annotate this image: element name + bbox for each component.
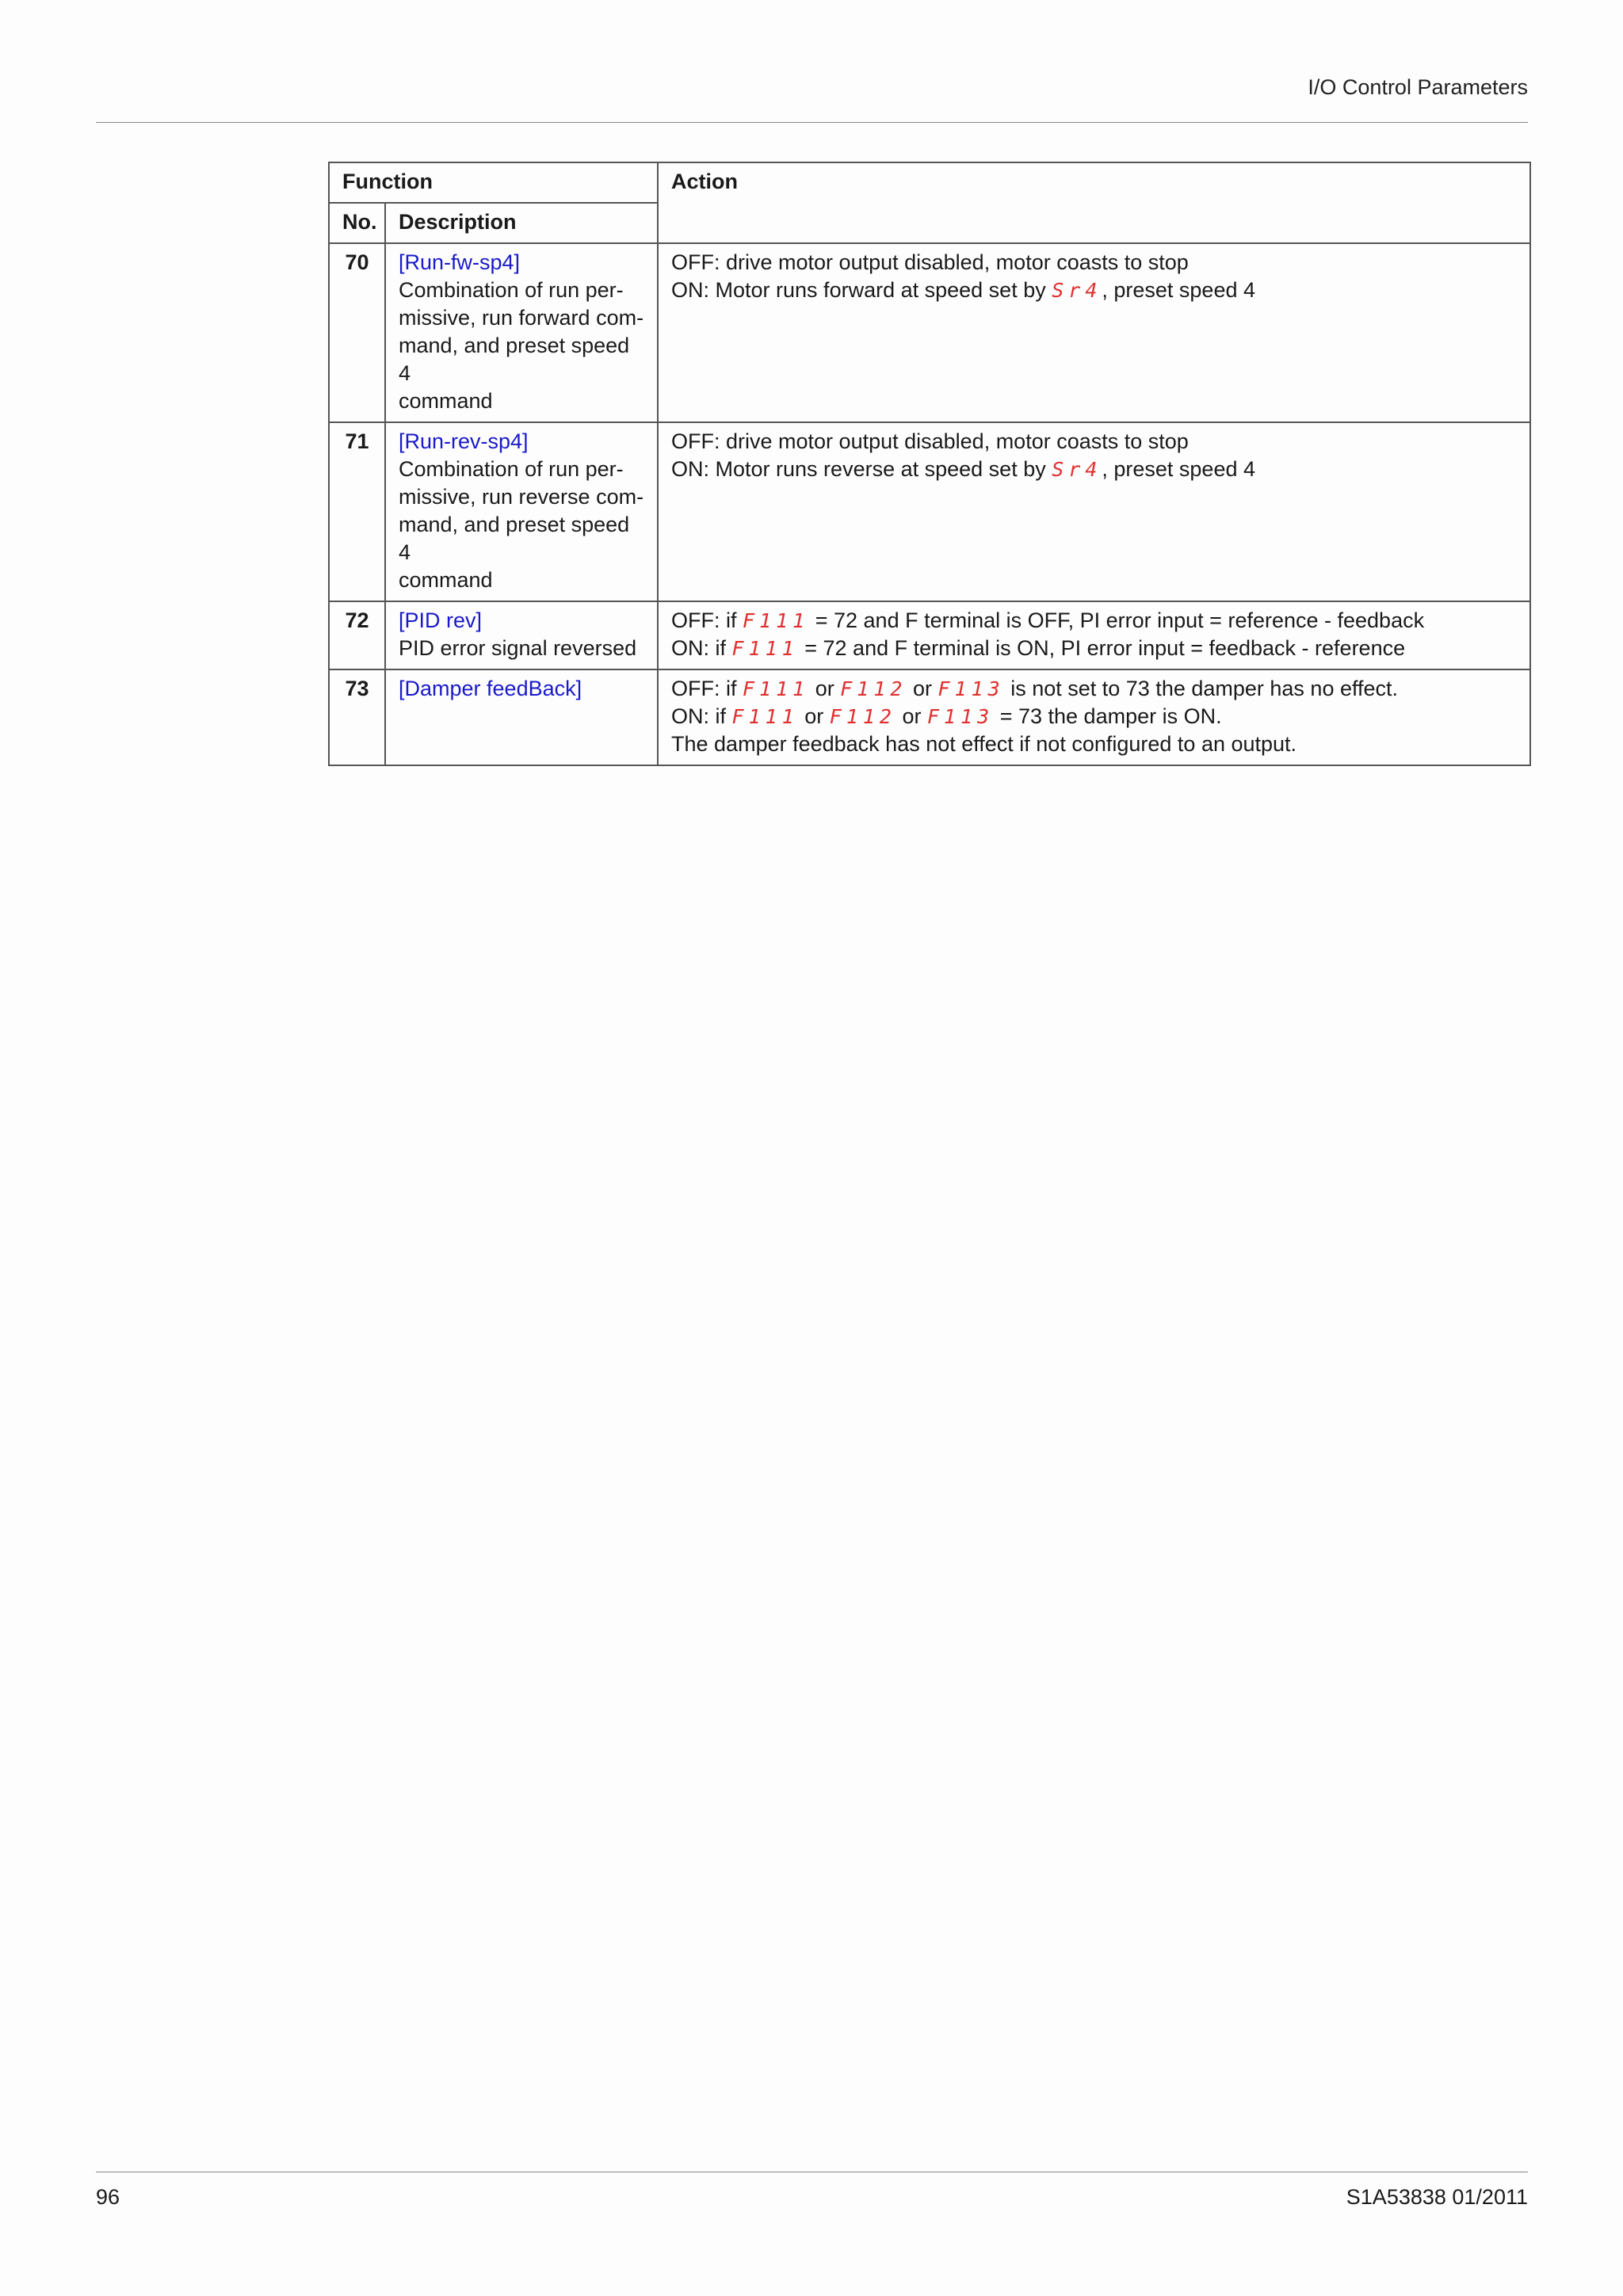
table-row [329, 601, 1530, 669]
column-header-action: Action [658, 162, 1530, 243]
parameter-code: F111 [731, 705, 799, 728]
page-number: 96 [96, 2185, 120, 2209]
action-line [671, 428, 1517, 456]
parameter-code: F113 [927, 705, 995, 728]
action-line [671, 703, 1517, 730]
column-header-function: Function [329, 162, 658, 203]
action-line [671, 675, 1517, 703]
action-line [671, 730, 1517, 758]
parameter-code: F111 [743, 677, 810, 700]
action-text: , preset speed 4 [1102, 457, 1256, 481]
parameter-code: Sr4 [1052, 458, 1102, 481]
action-text: OFF: if [671, 677, 743, 700]
table-row [329, 669, 1530, 765]
action-text: The damper feedback has not effect if not configured to an output. [671, 732, 1297, 756]
description-line: command [399, 568, 493, 592]
parameter-code: F113 [938, 677, 1005, 700]
action-text: , preset speed 4 [1102, 278, 1256, 302]
description-line: Combination of run per- [399, 457, 624, 481]
parameter-description-cell [385, 422, 658, 601]
parameter-code: F111 [743, 609, 810, 632]
description-line: mand, and preset speed 4 [399, 334, 630, 385]
action-text: OFF: drive motor output disabled, motor coasts to stop [671, 429, 1189, 453]
action-text: or [907, 677, 938, 700]
parameter-action-cell [658, 669, 1530, 765]
parameter-code: F112 [840, 677, 907, 700]
parameter-action-cell [658, 601, 1530, 669]
action-text: is not set to 73 the damper has no effect. [1004, 677, 1399, 700]
action-text: OFF: drive motor output disabled, motor coasts to stop [671, 250, 1189, 274]
parameter-name: [Run-fw-sp4] [399, 250, 521, 274]
description-line: Combination of run per- [399, 278, 624, 302]
action-text: ON: if [671, 704, 732, 728]
parameter-name: [PID rev] [399, 608, 483, 632]
parameter-number: 73 [329, 669, 385, 765]
parameter-number: 72 [329, 601, 385, 669]
page-header-title: I/O Control Parameters [1308, 75, 1528, 99]
description-line: PID error signal reversed [399, 636, 637, 660]
parameter-action-cell [658, 243, 1530, 422]
header-rule [96, 122, 1528, 123]
parameter-description-cell [385, 243, 658, 422]
parameter-code: Sr4 [1052, 279, 1102, 302]
parameter-action-cell [658, 422, 1530, 601]
action-text: ON: Motor runs forward at speed set by [671, 278, 1052, 302]
column-header-description: Description [385, 203, 658, 243]
action-text: or [809, 677, 841, 700]
parameter-number: 70 [329, 243, 385, 422]
column-header-no: No. [329, 203, 385, 243]
action-line [671, 249, 1517, 277]
parameter-description-cell [385, 601, 658, 669]
action-text: or [896, 704, 927, 728]
parameter-description-cell [385, 669, 658, 765]
document-reference: S1A53838 01/2011 [1346, 2185, 1528, 2209]
action-text: = 72 and F terminal is ON, PI error input = feedback - reference [798, 636, 1406, 660]
parameter-name: [Run-rev-sp4] [399, 429, 529, 453]
table-row [329, 422, 1530, 601]
action-line [671, 607, 1517, 635]
action-line [671, 635, 1517, 662]
description-line: mand, and preset speed 4 [399, 513, 630, 564]
parameter-code: F111 [731, 637, 799, 660]
parameter-number: 71 [329, 422, 385, 601]
table-row [329, 243, 1530, 422]
action-line [671, 277, 1517, 304]
description-line: missive, run forward com- [399, 306, 644, 330]
parameter-name: [Damper feedBack] [399, 677, 582, 700]
action-text: ON: Motor runs reverse at speed set by [671, 457, 1052, 481]
action-text: OFF: if [671, 608, 743, 632]
description-line: missive, run reverse com- [399, 485, 644, 509]
description-line: command [399, 389, 493, 413]
action-text: = 73 the damper is ON. [994, 704, 1222, 728]
parameter-code: F112 [829, 705, 896, 728]
io-parameter-table [328, 162, 1531, 766]
action-text: ON: if [671, 636, 732, 660]
action-line [671, 456, 1517, 483]
action-text: or [798, 704, 830, 728]
action-text: = 72 and F terminal is OFF, PI error input = reference - feedback [809, 608, 1425, 632]
